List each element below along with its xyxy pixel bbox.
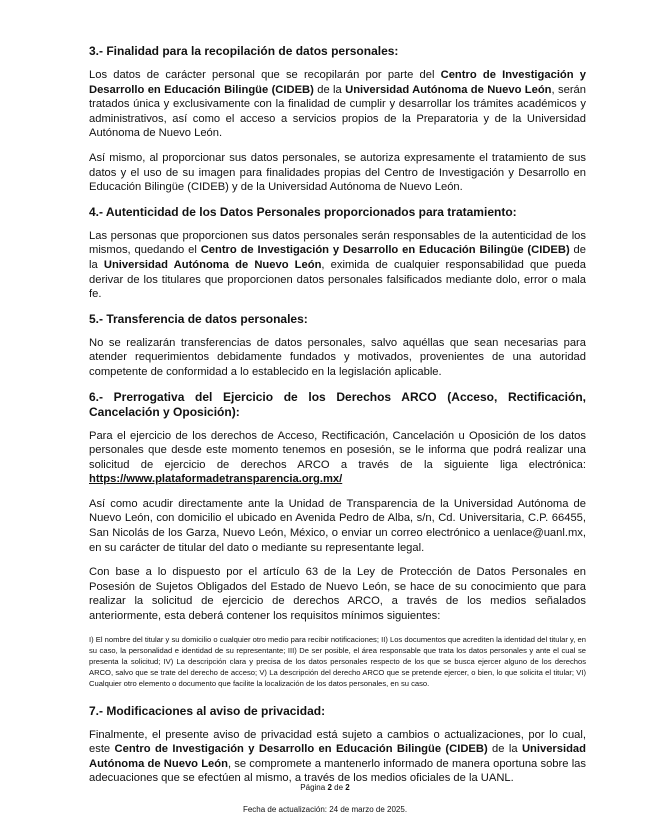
- section-7-heading: 7.- Modificaciones al aviso de privacidad:: [89, 703, 326, 718]
- section-6-paragraph-2: Así como acudir directamente ante la Unidad de Transparencia de la Universidad Autónoma de Nuevo León, con domicilio el ubicado en Avenida Pedro de Alba, s/n, Cd. Universitaria, C.P. 66455, San Nicolás de los Garza, Nuevo León, México, o enviar un correo electrónico a uenlace@uanl.mx, en su carácter de titular del dato o mediante su representante legal.: [89, 497, 586, 554]
- section-3-paragraph-2: Así mismo, al proporcionar sus datos personales, se autoriza expresamente el tratamiento de sus datos y el uso de su imagen para finalidades propias del Centro de Investigación y Desarrollo en Educación Bilingüe (CIDEB) y de la Universidad Autónoma de Nuevo León.: [89, 151, 586, 194]
- section-6-heading: 6.- Prerrogativa del Ejercicio de los Derechos ARCO (Acceso, Rectificación, Cancelación y Oposición):: [89, 389, 586, 419]
- section-5-paragraph: No se realizarán transferencias de datos personales, salvo aquéllas que sean necesarias para atender requerimientos debidamente fundados y motivados, provenientes de una autoridad competente de conformidad a lo establecido en la legislación aplicable.: [89, 336, 586, 378]
- section-3-paragraph-1: Los datos de carácter personal que se recopilarán por parte del Centro de Investigación y Desarrollo en Educación Bilingüe (CIDEB) de la Universidad Autónoma de Nuevo León, serán tratados única y exclusivamente con la finalidad de cumplir y desarrollar los trámites académicos y administrativos, así como el acceso a servicios propios de la Preparatoria y de la Universidad Autónoma de Nuevo León.: [89, 69, 586, 140]
- section-4-heading: 4.- Autenticidad de los Datos Personales proporcionados para tratamiento:: [89, 204, 517, 219]
- transparency-platform-link[interactable]: https://www.plataformadetransparencia.org.mx/: [89, 473, 343, 486]
- page-number: Página 2 de 2: [300, 783, 350, 792]
- update-date: Fecha de actualización: 24 de marzo de 2025.: [242, 805, 408, 814]
- section-5-heading: 5.- Transferencia de datos personales:: [89, 311, 308, 326]
- section-6-paragraph-3: Con base a lo dispuesto por el artículo 63 de la Ley de Protección de Datos Personales en Posesión de Sujetos Obligados del Estado de Nuevo León, se hace de su conocimiento que para realizar la solicitud de ejercicio de derechos ARCO, a través de los medios señalados anteriormente, esta deberá contener los requisitos mínimos siguientes:: [89, 566, 586, 623]
- section-4-paragraph: Las personas que proporcionen sus datos personales serán responsables de la autenticidad de los mismos, quedando el Centro de Investigación y Desarrollo en Educación Bilingüe (CIDEB) de la Universidad Autónoma de Nuevo León, eximida de cualquier responsabilidad que pueda derivar de los titulares que proporcionen datos personales falsificados mediante dolo, error o mala fe.: [89, 229, 586, 301]
- section-7-paragraph: Finalmente, el presente aviso de privacidad está sujeto a cambios o actualizaciones, por lo cual, este Centro de Investigación y Desarrollo en Educación Bilingüe (CIDEB) de la Universidad Autónoma de Nuevo León, se compromete a mantenerlo informado de manera oportuna sobre las adecuaciones que se efectúen al mismo, a través de los medios oficiales de la UANL.: [89, 728, 586, 785]
- section-3-heading: 3.- Finalidad para la recopilación de datos personales:: [89, 44, 399, 58]
- section-6-requirements-list: I) El nombre del titular y su domicilio o cualquier otro medio para recibir notificaciones; II) Los documentos que acrediten la identidad del titular y, en su caso, la personalidad e identidad de su representante; III) De ser posible, el área responsable que trata los datos personales y ante el cual se presenta la solicitud; IV) La descripción clara y precisa de los datos personales respecto de los que se busca ejercer alguno de los derechos ARCO, salvo que se trate del derecho de acceso; V) La descripción del derecho ARCO que se pretende ejercer, o bien, lo que solicita el titular; VI) Cualquier otro elemento o documento que facilite la localización de los datos personales, en su caso.: [89, 634, 586, 688]
- section-6-paragraph-1: Para el ejercicio de los derechos de Acceso, Rectificación, Cancelación u Oposición de los datos personales que desde este momento tenemos en posesión, se le informa que podrá realizar una solicitud de ejercicio de derechos ARCO a través de la siguiente liga electrónica: https://www.plataformadetransparencia.org.mx/: [89, 429, 586, 486]
